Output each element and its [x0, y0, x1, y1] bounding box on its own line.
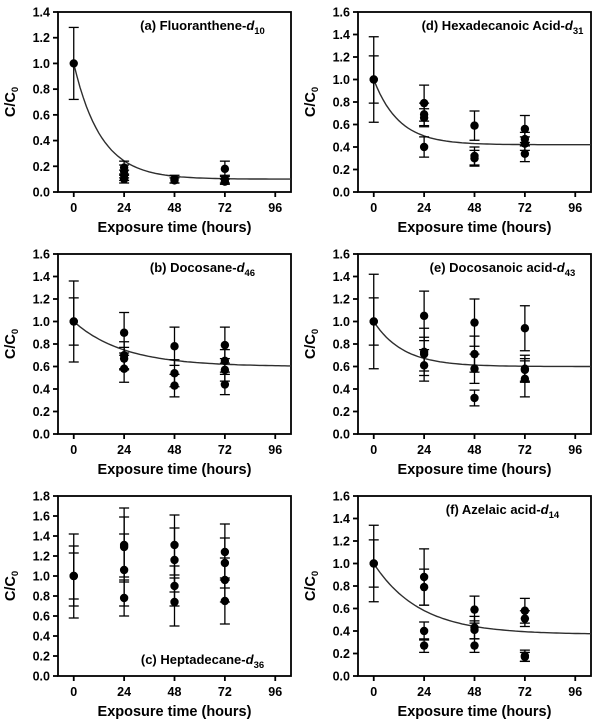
panel-e-docosanoic-acid — [300, 242, 600, 484]
panel-f-azelaic-acid — [300, 484, 600, 727]
y-tick-label: 0.8 — [332, 95, 350, 110]
y-tick-label: 0.8 — [32, 589, 50, 604]
x-tick-label: 24 — [117, 443, 132, 457]
fit-curve — [74, 63, 291, 179]
data-point — [170, 598, 178, 606]
data-point — [470, 350, 478, 358]
data-point — [420, 583, 428, 591]
y-tick-label: 0.0 — [332, 669, 350, 684]
x-tick-label: 96 — [268, 201, 283, 215]
y-tick-label: 1.2 — [32, 31, 50, 46]
panel-d-hexadecanoic-acid — [300, 0, 600, 242]
data-point — [521, 150, 529, 158]
y-tick-label: 0.6 — [332, 360, 350, 374]
y-tick-label: 0.4 — [332, 624, 350, 639]
y-tick-label: 1.6 — [332, 247, 350, 262]
panel-title: (b) Docosane-$d_{46}$ — [149, 260, 256, 279]
panel-b-chart — [0, 242, 300, 484]
y-tick-label: 0.4 — [32, 134, 50, 149]
panel-title: (c) Heptadecane-$d_{36}$ — [140, 652, 265, 671]
x-tick-label: 72 — [517, 685, 532, 699]
x-axis-label: Exposure time (hours) — [397, 704, 552, 720]
x-tick-label: 48 — [167, 201, 182, 215]
y-tick-label: 1.2 — [332, 292, 350, 307]
data-point — [370, 317, 378, 325]
y-axis-label: $C/C_0$ — [303, 570, 321, 602]
fit-curve — [374, 322, 591, 367]
data-point — [420, 114, 428, 122]
panel-d-chart — [300, 0, 600, 242]
data-point — [170, 342, 178, 350]
data-point — [221, 548, 229, 556]
x-tick-label: 96 — [568, 685, 583, 699]
data-point — [521, 653, 529, 661]
y-tick-label: 1.0 — [32, 569, 50, 584]
y-tick-label: 1.4 — [332, 270, 350, 284]
data-point — [370, 559, 378, 567]
data-point — [170, 381, 178, 389]
x-tick-label: 0 — [70, 201, 78, 215]
data-point — [420, 627, 428, 635]
y-tick-label: 0.2 — [32, 649, 50, 664]
y-tick-label: 1.2 — [32, 292, 50, 307]
y-tick-label: 1.4 — [32, 270, 50, 284]
y-tick-label: 1.6 — [332, 489, 350, 504]
data-point — [470, 605, 478, 613]
data-point — [521, 614, 529, 622]
data-point — [420, 99, 428, 107]
data-point — [221, 357, 229, 365]
y-tick-label: 0.4 — [32, 382, 50, 397]
fit-curve — [374, 564, 591, 634]
y-tick-label: 0.8 — [332, 579, 350, 594]
y-tick-label: 0.2 — [332, 647, 350, 661]
data-point — [521, 139, 529, 147]
y-tick-label: 0.6 — [32, 360, 50, 374]
x-tick-label: 48 — [167, 685, 182, 699]
data-point — [521, 375, 529, 383]
data-point — [420, 361, 428, 369]
data-point — [470, 318, 478, 326]
panel-a-chart — [0, 0, 300, 242]
x-axis-label: Exposure time (hours) — [97, 220, 252, 236]
x-tick-label: 48 — [467, 443, 482, 457]
data-point — [70, 59, 78, 67]
data-point — [521, 366, 529, 374]
panel-a-fluoranthene — [0, 0, 300, 242]
x-tick-label: 24 — [417, 443, 432, 457]
y-tick-label: 0.0 — [32, 185, 50, 200]
data-point — [420, 350, 428, 358]
y-tick-label: 1.6 — [32, 247, 50, 262]
panel-e-chart — [300, 242, 600, 484]
data-point — [120, 566, 128, 574]
y-tick-label: 0.0 — [32, 669, 50, 684]
data-point — [70, 317, 78, 325]
panel-b-docosane — [0, 242, 300, 484]
data-point — [521, 324, 529, 332]
panel-c-heptadecane — [0, 484, 300, 727]
y-tick-label: 0.8 — [32, 337, 50, 352]
x-tick-label: 48 — [467, 685, 482, 699]
data-point — [470, 641, 478, 649]
data-point — [170, 541, 178, 549]
panel-title: (f) Azelaic acid-$d_{14}$ — [445, 502, 560, 521]
x-tick-label: 72 — [217, 201, 232, 215]
y-tick-label: 0.8 — [332, 337, 350, 352]
y-tick-label: 0.2 — [332, 163, 350, 177]
data-point — [120, 175, 128, 183]
x-tick-label: 48 — [467, 201, 482, 215]
data-point — [120, 543, 128, 551]
panel-c-chart — [0, 484, 300, 727]
data-point — [420, 641, 428, 649]
panel-f-chart — [300, 484, 600, 727]
y-tick-label: 1.4 — [332, 512, 350, 526]
y-axis-label: $C/C_0$ — [3, 570, 21, 602]
y-tick-label: 0.6 — [32, 108, 50, 123]
y-tick-label: 0.6 — [32, 609, 50, 624]
data-point — [221, 559, 229, 567]
x-tick-label: 48 — [167, 443, 182, 457]
x-tick-label: 72 — [217, 685, 232, 699]
y-tick-label: 0.6 — [332, 118, 350, 132]
x-axis-label: Exposure time (hours) — [97, 704, 252, 720]
data-point — [470, 154, 478, 162]
x-tick-label: 0 — [370, 443, 378, 457]
data-point — [120, 354, 128, 362]
axis-frame — [58, 12, 291, 192]
y-tick-label: 0.4 — [332, 382, 350, 397]
x-tick-label: 0 — [70, 443, 78, 457]
x-tick-label: 96 — [568, 201, 583, 215]
data-point — [470, 626, 478, 634]
data-point — [470, 394, 478, 402]
data-point — [170, 369, 178, 377]
data-point — [70, 572, 78, 580]
y-tick-label: 1.2 — [332, 534, 350, 549]
y-tick-label: 1.0 — [332, 73, 350, 87]
data-point — [420, 143, 428, 151]
x-axis-label: Exposure time (hours) — [397, 462, 552, 478]
x-tick-label: 96 — [268, 685, 283, 699]
x-tick-label: 96 — [568, 443, 583, 457]
data-point — [170, 556, 178, 564]
x-tick-label: 0 — [370, 201, 378, 215]
x-tick-label: 24 — [117, 201, 132, 215]
panel-title: (d) Hexadecanoic Acid-$d_{31}$ — [421, 18, 584, 37]
data-point — [420, 573, 428, 581]
data-point — [221, 178, 229, 186]
data-point — [470, 365, 478, 373]
x-tick-label: 72 — [217, 443, 232, 457]
y-tick-label: 0.8 — [32, 82, 50, 97]
data-point — [120, 365, 128, 373]
data-point — [170, 582, 178, 590]
x-tick-label: 24 — [117, 685, 132, 699]
data-point — [120, 594, 128, 602]
y-tick-label: 1.4 — [32, 5, 50, 20]
y-tick-label: 0.2 — [32, 405, 50, 419]
data-point — [420, 312, 428, 320]
x-tick-label: 0 — [370, 685, 378, 699]
y-tick-label: 1.0 — [332, 557, 350, 571]
y-tick-label: 0.4 — [332, 140, 350, 155]
panel-title: (a) Fluoranthene-$d_{10}$ — [140, 18, 265, 37]
y-axis-label: $C/C_0$ — [303, 86, 321, 118]
fit-curve — [74, 322, 291, 366]
y-tick-label: 0.0 — [332, 185, 350, 200]
data-point — [221, 165, 229, 173]
data-point — [221, 366, 229, 374]
data-point — [221, 576, 229, 584]
y-axis-label: $C/C_0$ — [3, 86, 21, 118]
data-point — [120, 329, 128, 337]
data-point — [521, 125, 529, 133]
data-point — [221, 341, 229, 349]
y-tick-label: 1.4 — [332, 28, 350, 42]
y-tick-label: 1.6 — [32, 509, 50, 524]
data-point — [170, 176, 178, 184]
x-tick-label: 0 — [70, 685, 78, 699]
y-tick-label: 0.0 — [332, 427, 350, 442]
y-tick-label: 1.0 — [32, 56, 50, 71]
y-tick-label: 1.8 — [32, 489, 50, 504]
y-tick-label: 0.6 — [332, 602, 350, 616]
y-tick-label: 0.2 — [332, 405, 350, 419]
data-point — [221, 380, 229, 388]
data-point — [470, 121, 478, 129]
x-axis-label: Exposure time (hours) — [97, 462, 252, 478]
y-tick-label: 1.6 — [332, 5, 350, 20]
y-tick-label: 0.0 — [32, 427, 50, 442]
y-axis-label: $C/C_0$ — [303, 328, 321, 360]
data-point — [370, 75, 378, 83]
x-tick-label: 24 — [417, 201, 432, 215]
x-tick-label: 96 — [268, 443, 283, 457]
x-tick-label: 72 — [517, 201, 532, 215]
y-tick-label: 1.0 — [332, 315, 350, 329]
panel-title: (e) Docosanoic acid-$d_{43}$ — [429, 260, 576, 279]
y-tick-label: 1.0 — [32, 315, 50, 329]
y-axis-label: $C/C_0$ — [3, 328, 21, 360]
y-tick-label: 0.2 — [32, 159, 50, 174]
data-point — [521, 607, 529, 615]
fit-curve — [374, 80, 591, 145]
data-point — [221, 597, 229, 605]
y-tick-label: 1.2 — [32, 549, 50, 564]
y-tick-label: 0.4 — [32, 629, 50, 644]
y-tick-label: 1.4 — [32, 529, 50, 544]
x-tick-label: 72 — [517, 443, 532, 457]
y-tick-label: 1.2 — [332, 50, 350, 65]
x-axis-label: Exposure time (hours) — [397, 220, 552, 236]
x-tick-label: 24 — [417, 685, 432, 699]
